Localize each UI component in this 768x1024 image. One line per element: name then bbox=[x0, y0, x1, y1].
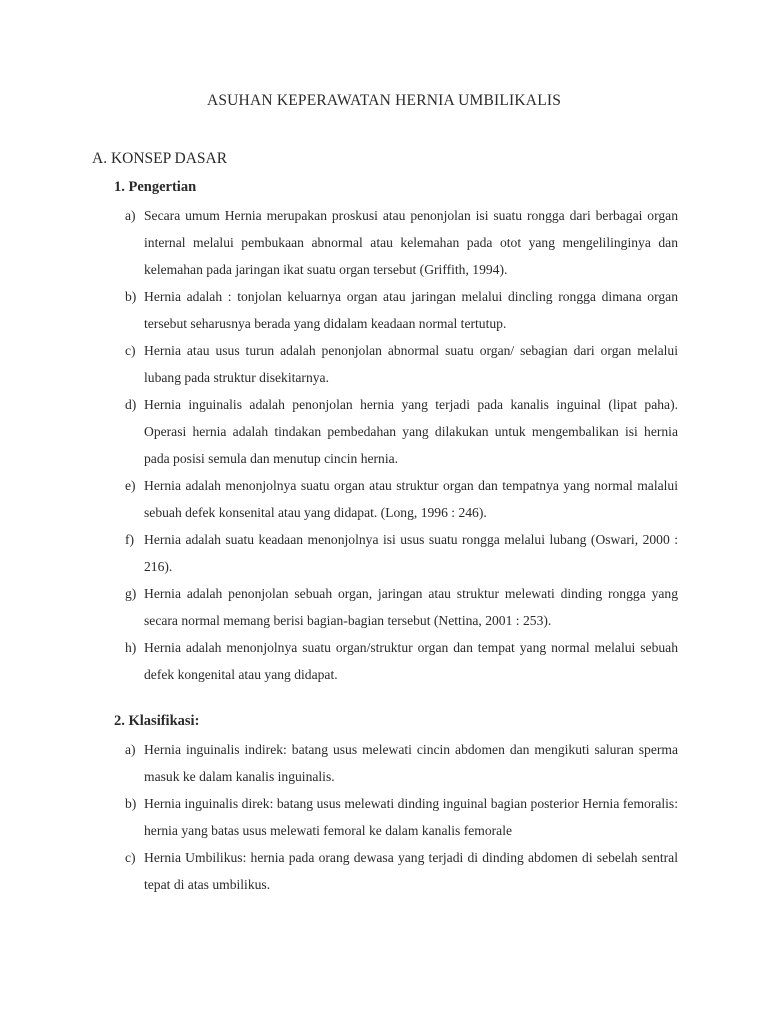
list-item-text: Hernia adalah suatu keadaan menonjolnya isi usus suatu rongga melalui lubang (Oswari, 2000 : 216). bbox=[144, 532, 678, 574]
list-item-text: Hernia inguinalis direk: batang usus melewati dinding inguinal bagian posterior Hernia femoralis: hernia yang batas usus melewati femoral ke dalam kanalis femorale bbox=[144, 796, 678, 838]
list-item bbox=[122, 634, 678, 688]
list-marker: c) bbox=[125, 343, 136, 358]
klasifikasi-list bbox=[122, 736, 678, 898]
list-item-text: Hernia adalah penonjolan sebuah organ, jaringan atau struktur melewati dinding rongga yang secara normal memang berisi bagian-bagian tersebut (Nettina, 2001 : 253). bbox=[144, 586, 678, 628]
list-item bbox=[122, 526, 678, 580]
section-heading: A. KONSEP DASAR bbox=[92, 150, 228, 167]
list-marker: b) bbox=[125, 289, 137, 304]
list-item-text: Hernia adalah : tonjolan keluarnya organ atau jaringan melalui dincling rongga dimana organ tersebut seharusnya berada yang didalam keadaan normal tertutup. bbox=[144, 289, 678, 331]
list-item-text: Hernia inguinalis adalah penonjolan hernia yang terjadi pada kanalis inguinal (lipat paha). Operasi hernia adalah tindakan pembedahan yang dilakukan untuk mengembalikan isi hernia pada posisi semula dan menutup cincin hernia. bbox=[144, 397, 678, 466]
list-item bbox=[122, 337, 678, 391]
list-marker: f) bbox=[125, 532, 135, 547]
list-marker: g) bbox=[125, 586, 137, 601]
list-item bbox=[122, 472, 678, 526]
list-marker: c) bbox=[125, 850, 136, 865]
pengertian-list bbox=[122, 202, 678, 688]
list-item bbox=[122, 736, 678, 790]
subsection-heading-pengertian: 1. Pengertian bbox=[114, 179, 197, 195]
document-title: ASUHAN KEPERAWATAN HERNIA UMBILIKALIS bbox=[206, 92, 562, 109]
list-item bbox=[122, 844, 678, 898]
list-item bbox=[122, 283, 678, 337]
list-item bbox=[122, 202, 678, 283]
list-item bbox=[122, 391, 678, 472]
list-marker: d) bbox=[125, 397, 137, 412]
list-item-text: Hernia Umbilikus: hernia pada orang dewasa yang terjadi di dinding abdomen di sebelah sentral tepat di atas umbilikus. bbox=[144, 850, 678, 892]
list-item-text: Hernia inguinalis indirek: batang usus melewati cincin abdomen dan mengikuti saluran sperma masuk ke dalam kanalis inguinalis. bbox=[144, 742, 678, 784]
list-marker: b) bbox=[125, 796, 137, 811]
list-marker: a) bbox=[125, 742, 136, 757]
list-item-text: Hernia adalah menonjolnya suatu organ/struktur organ dan tempat yang normal melalui sebuah defek kongenital atau yang didapat. bbox=[144, 640, 678, 682]
list-marker: e) bbox=[125, 478, 136, 493]
list-item-text: Secara umum Hernia merupakan proskusi atau penonjolan isi suatu rongga dari berbagai organ internal melalui pembukaan abnormal atau kelemahan pada otot yang mengelilinginya dan kelemahan pada jaringan ikat suatu organ tersebut (Griffith, 1994). bbox=[144, 208, 678, 277]
list-item-text: Hernia atau usus turun adalah penonjolan abnormal suatu organ/ sebagian dari organ melalui lubang pada struktur disekitarnya. bbox=[144, 343, 678, 385]
list-marker: h) bbox=[125, 640, 137, 655]
list-item-text: Hernia adalah menonjolnya suatu organ atau struktur organ dan tempatnya yang normal malalui sebuah defek konsenital atau yang didapat. (Long, 1996 : 246). bbox=[144, 478, 678, 520]
list-marker: a) bbox=[125, 208, 136, 223]
subsection-heading-klasifikasi: 2. Klasifikasi: bbox=[114, 713, 200, 729]
list-item bbox=[122, 790, 678, 844]
list-item bbox=[122, 580, 678, 634]
